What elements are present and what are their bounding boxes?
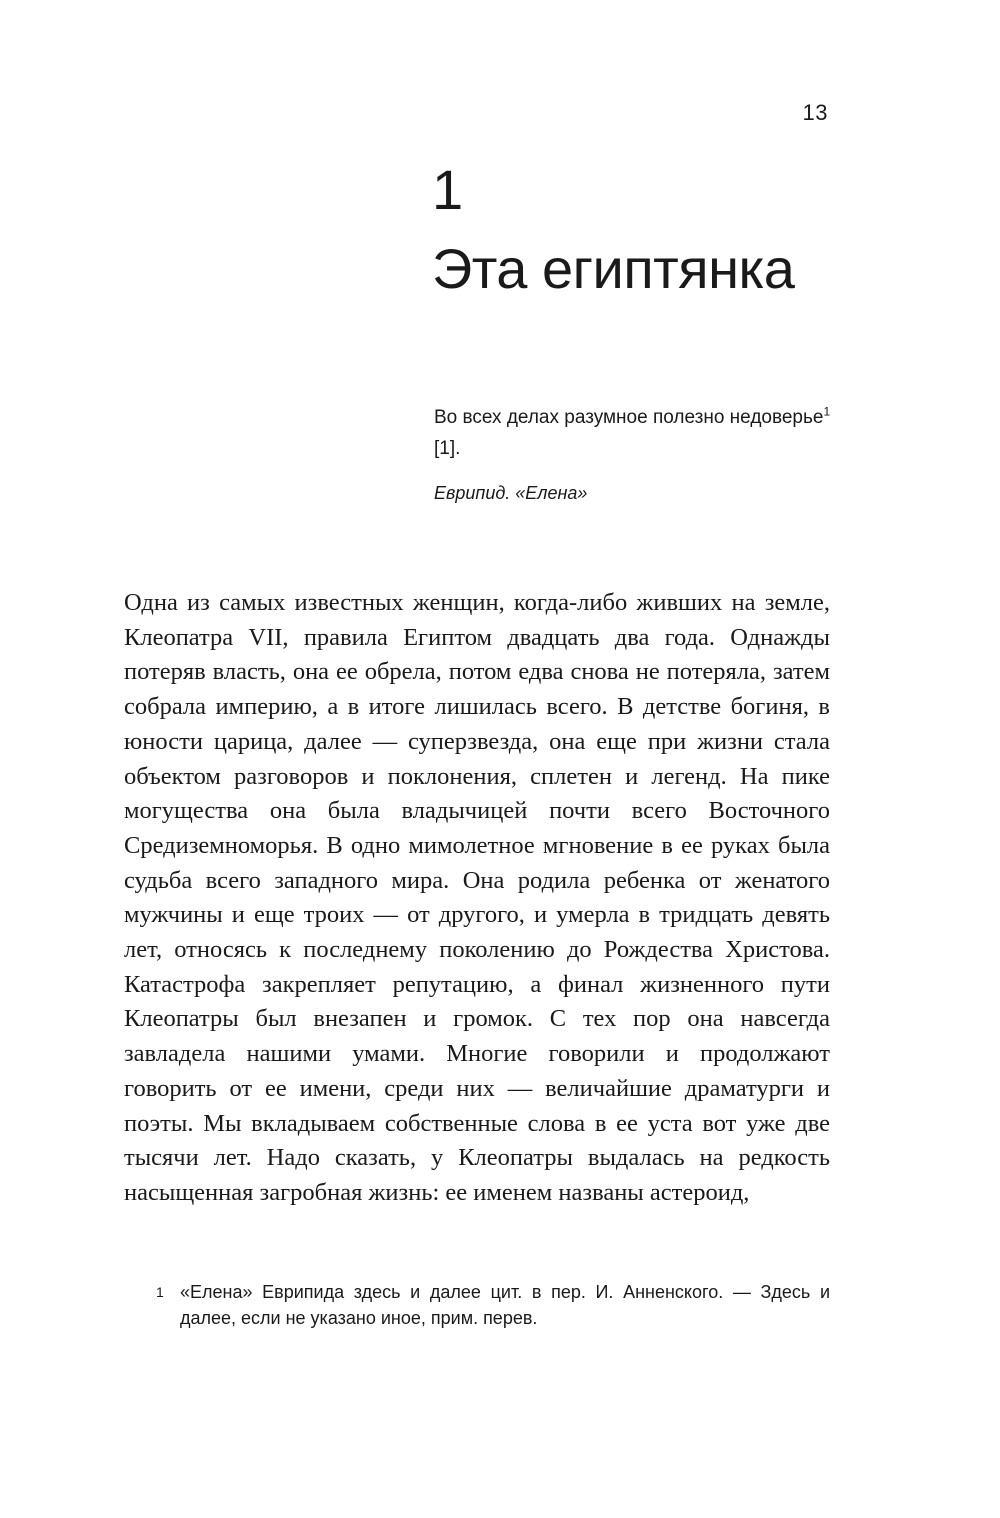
chapter-title: Эта египтянка [432,237,795,300]
footnote-reference: 1 [823,404,831,419]
epigraph-text: Во всех делах разумное полезно недоверье [434,407,824,428]
footnote-text: «Елена» Еврипида здесь и далее цит. в пер. И. Анненского. — Здесь и далее, если не указано иное, прим. перев. [180,1282,830,1328]
footnote [156,1279,830,1331]
footnote-mark: 1 [156,1284,164,1300]
page-number: 13 [802,100,828,125]
epigraph-citation: [1]. [434,438,461,459]
chapter-number: 1 [432,158,464,221]
epigraph-quote [434,402,834,464]
epigraph [434,402,834,509]
epigraph-source: Еврипид. «Елена» [434,483,588,503]
body-paragraph: Одна из самых известных женщин, когда-либо живших на земле, Клеопатра VII, правила Египтом двадцать два года. Однажды потеряв власть, она ее обрела, потом едва снова не потеряла, затем собрала империю, а в итоге лишилась всего. В детстве богиня, в юности царица, далее — суперзвезда, она еще при жизни стала объектом разговоров и поклонения, сплетен и легенд. На пике могущества она была владычицей почти всего Восточного Средиземноморья. В одно мимолетное мгновение в ее руках была судьба всего западного мира. Она родила ребенка от женатого мужчины и еще троих — от другого, и умерла в тридцать девять лет, относясь к последнему поколению до Рождества Христова. Катастрофа закрепляет репутацию, а финал жизненного пути Клеопатры был внезапен и громок. С тех пор она навсегда завладела нашими умами. Многие говорили и продолжают говорить от ее имени, среди них — величайшие драматурги и поэты. Мы вкладываем собственные слова в ее уста вот уже две тысячи лет. Надо сказать, у Клеопатры выдалась на редкость насыщенная загробная жизнь: ее именем названы астероид, [124,589,830,1206]
